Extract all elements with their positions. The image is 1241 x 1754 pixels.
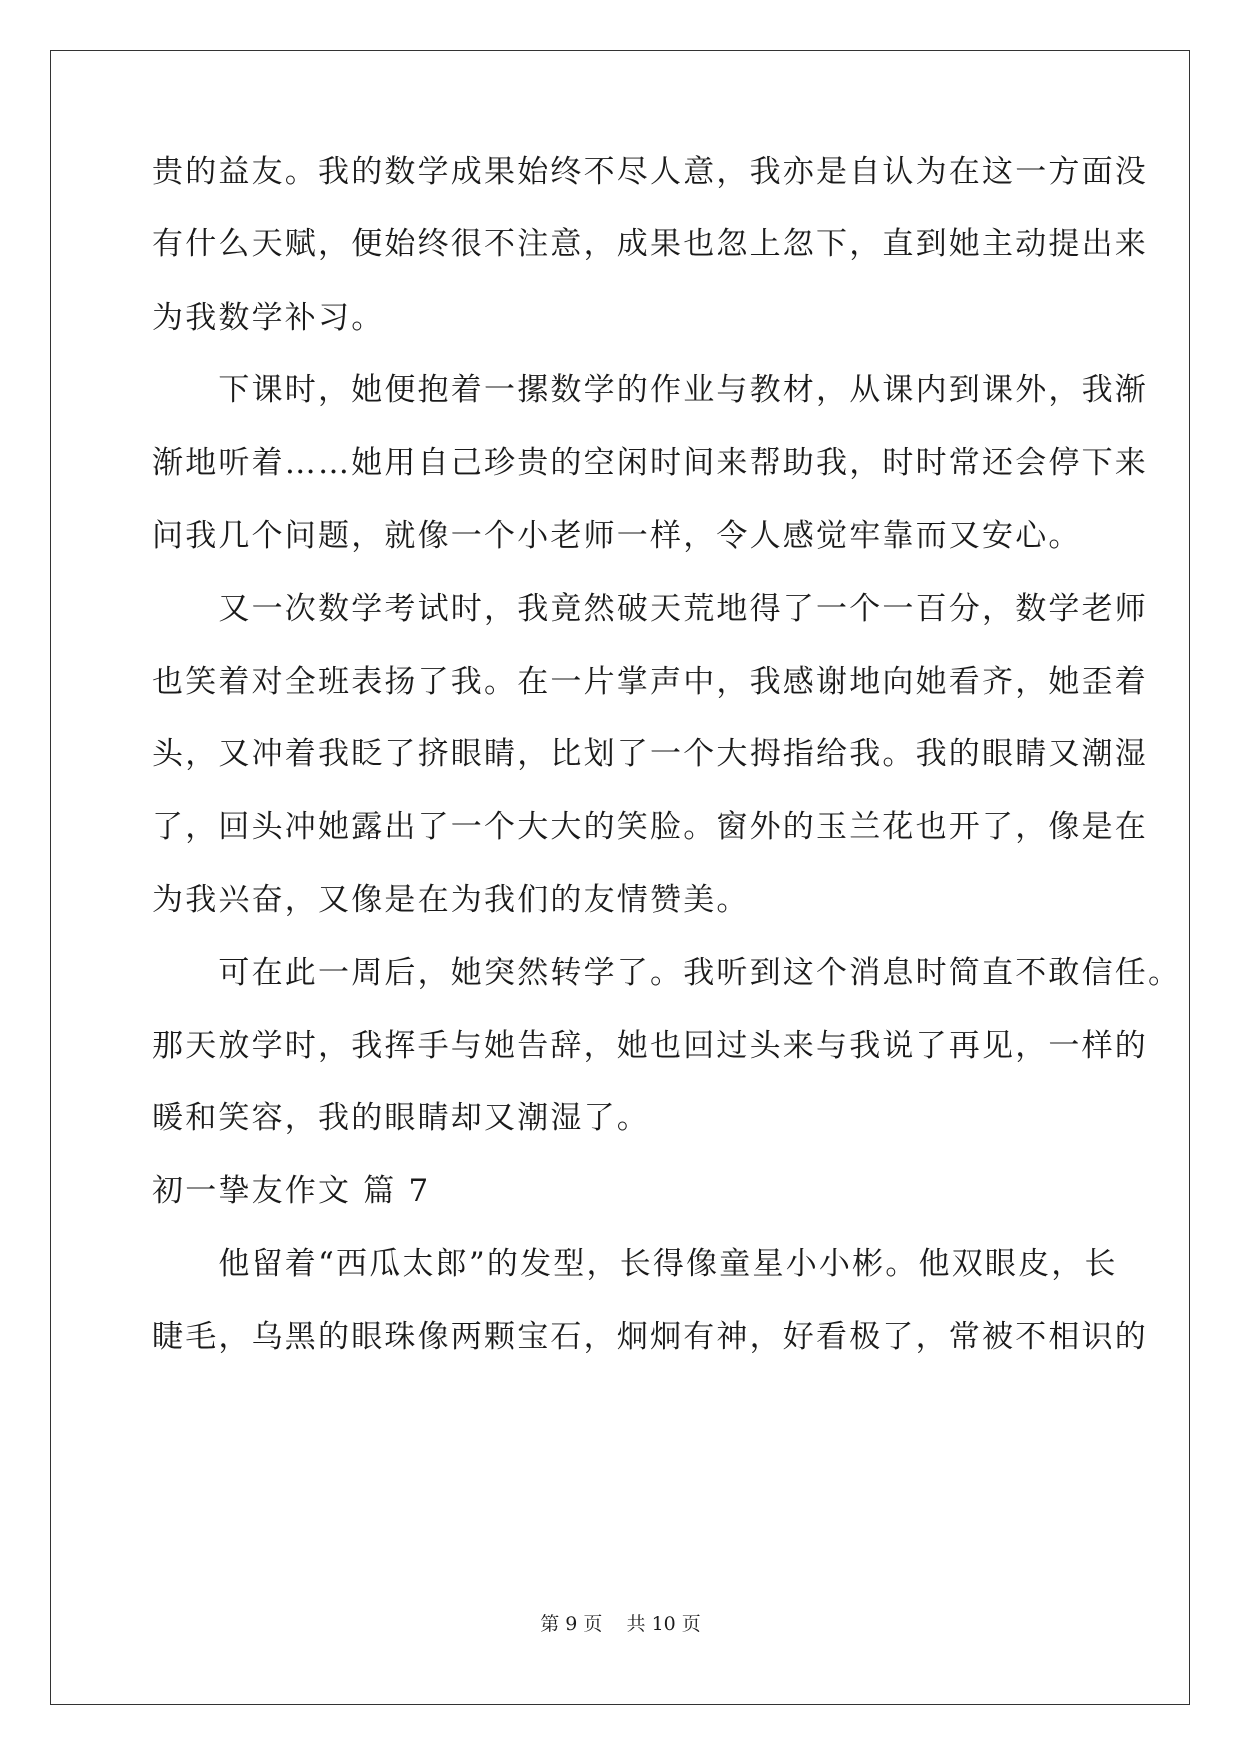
section-heading: 初一挚友作文 篇 7 (152, 1173, 431, 1209)
body-line: 有什么天赋，便始终很不注意，成果也忽上忽下，直到她主动提出来 (152, 226, 1148, 262)
body-line: 那天放学时，我挥手与她告辞，她也回过头来与我说了再见，一样的 (152, 1028, 1148, 1064)
body-line: 为我数学补习。 (152, 300, 385, 336)
body-line: 也笑着对全班表扬了我。在一片掌声中，我感谢地向她看齐，她歪着 (152, 664, 1148, 700)
body-line: 渐地听着……她用自己珍贵的空闲时间来帮助我，时时常还会停下来 (152, 445, 1148, 481)
body-line: 为我兴奋，又像是在为我们的友情赞美。 (152, 882, 750, 918)
body-line: 他留着“西瓜太郎”的发型，长得像童星小小彬。他双眼皮，长 (152, 1246, 1118, 1282)
page-number: 第 9 页 共 10 页 (540, 1613, 701, 1635)
body-line: 又一次数学考试时，我竟然破天荒地得了一个一百分，数学老师 (152, 591, 1148, 627)
body-line: 睫毛，乌黑的眼珠像两颗宝石，炯炯有神，好看极了，常被不相识的 (152, 1319, 1148, 1355)
body-line: 可在此一周后，她突然转学了。我听到这个消息时简直不敢信任。 (152, 955, 1182, 991)
body-line: 问我几个问题，就像一个小老师一样，令人感觉牢靠而又安心。 (152, 518, 1082, 554)
body-line: 贵的益友。我的数学成果始终不尽人意，我亦是自认为在这一方面没 (152, 154, 1148, 190)
body-line: 暖和笑容，我的眼睛却又潮湿了。 (152, 1100, 650, 1136)
body-line: 头，又冲着我眨了挤眼睛，比划了一个大拇指给我。我的眼睛又潮湿 (152, 736, 1148, 772)
body-line: 了，回头冲她露出了一个大大的笑脸。窗外的玉兰花也开了，像是在 (152, 809, 1148, 845)
body-line: 下课时，她便抱着一摞数学的作业与教材，从课内到课外，我渐 (152, 372, 1148, 408)
